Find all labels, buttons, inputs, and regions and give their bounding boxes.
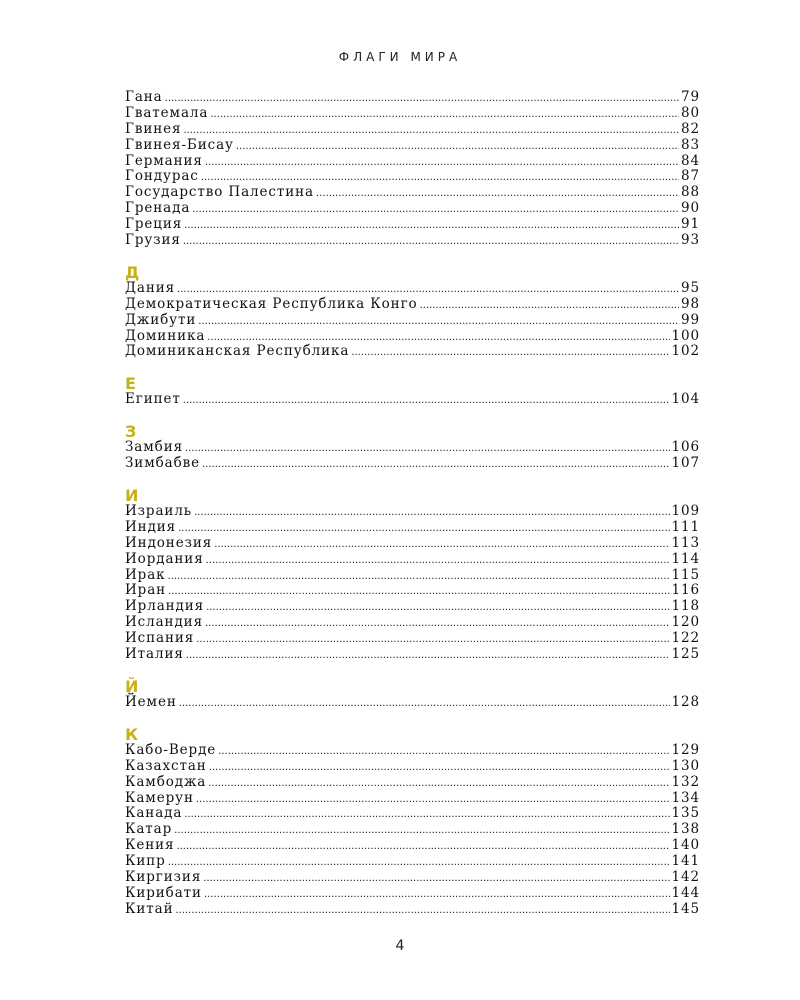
page-ref: 114 (671, 550, 700, 567)
toc-section (125, 726, 700, 918)
page-ref: 138 (671, 821, 700, 838)
page-ref: 132 (671, 773, 700, 790)
toc-entry (125, 583, 700, 599)
page-ref: 79 (681, 89, 700, 105)
page-ref: 99 (681, 311, 700, 328)
toc-entry (125, 854, 700, 870)
toc-entry (125, 759, 700, 775)
toc-entry (125, 504, 700, 520)
page-ref: 122 (671, 630, 700, 647)
country-name: Исландия (125, 614, 203, 631)
page-ref: 98 (681, 295, 700, 312)
page-ref: 83 (681, 136, 700, 153)
toc-entry (125, 695, 700, 711)
page-ref: 142 (671, 868, 700, 885)
toc-entry (125, 902, 700, 918)
country-name: Грузия (125, 232, 181, 249)
country-name: Гватемала (125, 104, 209, 121)
toc-entry (125, 568, 700, 584)
toc-entry (125, 185, 700, 201)
country-name: Китай (125, 900, 174, 917)
page-ref: 87 (681, 168, 700, 185)
page-ref: 115 (671, 566, 700, 583)
dot-leader (202, 457, 670, 473)
page-ref: 134 (671, 789, 700, 806)
dot-leader (205, 155, 679, 171)
toc-entry (125, 536, 700, 552)
toc-entry (125, 313, 700, 329)
country-name: Гренада (125, 200, 191, 217)
page-ref: 125 (671, 646, 700, 663)
dot-leader (218, 744, 669, 760)
toc-entry (125, 297, 700, 313)
toc-entry (125, 838, 700, 854)
toc-section (125, 90, 700, 249)
page-ref: 111 (671, 518, 700, 535)
page-ref: 88 (681, 184, 700, 201)
page-ref: 82 (681, 120, 700, 137)
dot-leader (183, 393, 670, 409)
toc-entry (125, 520, 700, 536)
dot-leader (203, 871, 669, 887)
dot-leader (196, 632, 669, 648)
dot-leader (175, 903, 669, 919)
dot-leader (186, 648, 670, 664)
toc-section (125, 487, 700, 663)
page-ref: 116 (671, 582, 700, 599)
page-ref: 144 (671, 884, 700, 901)
dot-leader (420, 298, 679, 314)
page-ref: 145 (671, 900, 700, 917)
section-letter: И (125, 486, 139, 506)
dot-leader (174, 823, 669, 839)
country-name: Испания (125, 630, 195, 647)
page-ref: 107 (671, 455, 700, 472)
toc-entry (125, 201, 700, 217)
toc-entry (125, 822, 700, 838)
dot-leader (205, 616, 670, 632)
toc-entry (125, 647, 700, 663)
country-name: Зимбабве (125, 455, 201, 472)
toc-entry (125, 106, 700, 122)
country-name: Кирибати (125, 884, 202, 901)
dot-leader (204, 887, 670, 903)
page-ref: 130 (671, 757, 700, 774)
country-name: Доминиканская Республика (125, 343, 350, 360)
toc-entry (125, 392, 700, 408)
page-ref: 120 (671, 614, 700, 631)
dot-leader (206, 600, 669, 616)
toc-section (125, 264, 700, 360)
dot-leader (183, 123, 679, 139)
country-name: Государство Палестина (125, 184, 314, 201)
country-name: Йемен (125, 693, 177, 710)
toc-section (125, 375, 700, 408)
country-name: Казахстан (125, 757, 207, 774)
page-ref: 100 (671, 327, 700, 344)
toc-entry (125, 806, 700, 822)
section-letter: З (125, 422, 137, 442)
dot-leader (165, 91, 679, 107)
toc-entry (125, 870, 700, 886)
dot-leader (214, 537, 669, 553)
toc-entry (125, 233, 700, 249)
country-name: Гвинея (125, 120, 182, 137)
toc-section (125, 423, 700, 472)
page-ref: 106 (671, 439, 700, 456)
dot-leader (351, 345, 669, 361)
country-name: Ирак (125, 566, 166, 583)
country-name: Кабо-Верде (125, 741, 217, 758)
dot-leader (183, 234, 679, 250)
country-name: Джибути (125, 311, 197, 328)
country-name: Ирландия (125, 598, 205, 615)
toc-entry (125, 743, 700, 759)
toc-entry (125, 552, 700, 568)
country-name: Камбоджа (125, 773, 207, 790)
section-letter: Е (125, 374, 136, 394)
toc-entry (125, 217, 700, 233)
toc-entry (125, 329, 700, 345)
country-name: Иран (125, 582, 167, 599)
page-ref: 84 (681, 152, 700, 169)
toc-entry (125, 344, 700, 360)
country-name: Кения (125, 837, 175, 854)
country-name: Демократическая Республика Конго (125, 295, 418, 312)
page-ref: 80 (681, 104, 700, 121)
country-name: Гана (125, 89, 163, 105)
dot-leader (206, 553, 670, 569)
dot-leader (168, 855, 670, 871)
country-name: Греция (125, 216, 183, 233)
dot-leader (168, 584, 669, 600)
page-ref: 140 (671, 837, 700, 854)
running-title: ФЛАГИ МИРА (338, 50, 462, 64)
toc-section (125, 678, 700, 711)
toc-entry (125, 631, 700, 647)
dot-leader (184, 807, 669, 823)
page-ref: 91 (681, 216, 700, 233)
toc-entry (125, 775, 700, 791)
country-name: Германия (125, 152, 203, 169)
dot-leader (192, 202, 679, 218)
country-name: Канада (125, 805, 183, 822)
dot-leader (168, 569, 670, 585)
toc-entry (125, 886, 700, 902)
toc-entry (125, 615, 700, 631)
toc-entry (125, 122, 700, 138)
page-ref: 129 (671, 741, 700, 758)
page-ref: 90 (681, 200, 700, 217)
table-of-contents (125, 90, 700, 933)
page-ref: 95 (681, 279, 700, 296)
country-name: Дания (125, 279, 176, 296)
page-ref: 109 (671, 503, 700, 520)
country-name: Кипр (125, 853, 166, 870)
dot-leader (185, 441, 670, 457)
page-ref: 113 (671, 534, 700, 551)
page-ref: 102 (671, 343, 700, 360)
toc-entry (125, 90, 700, 106)
page-ref: 104 (671, 391, 700, 408)
dot-leader (208, 776, 669, 792)
dot-leader (210, 107, 679, 123)
dot-leader (176, 839, 669, 855)
country-name: Египет (125, 391, 181, 408)
country-name: Иордания (125, 550, 204, 567)
page-number: 4 (395, 938, 405, 954)
dot-leader (316, 186, 679, 202)
page-ref: 93 (681, 232, 700, 249)
toc-entry (125, 440, 700, 456)
toc-entry (125, 599, 700, 615)
dot-leader (209, 760, 670, 776)
dot-leader (184, 218, 679, 234)
dot-leader (194, 505, 669, 521)
country-name: Камерун (125, 789, 194, 806)
country-name: Гвинея-Бисау (125, 136, 234, 153)
page-ref: 128 (671, 693, 700, 710)
toc-entry (125, 791, 700, 807)
dot-leader (196, 792, 670, 808)
country-name: Доминика (125, 327, 206, 344)
toc-entry (125, 169, 700, 185)
country-name: Гондурас (125, 168, 199, 185)
toc-entry (125, 456, 700, 472)
dot-leader (236, 139, 679, 155)
section-letter: Д (125, 262, 140, 282)
toc-entry (125, 154, 700, 170)
page-ref: 118 (671, 598, 700, 615)
page-ref: 141 (671, 853, 700, 870)
country-name: Италия (125, 646, 184, 663)
dot-leader (178, 521, 669, 537)
country-name: Катар (125, 821, 173, 838)
section-letter: К (125, 724, 139, 744)
toc-entry (125, 281, 700, 297)
country-name: Киргизия (125, 868, 202, 885)
section-letter: Й (125, 676, 139, 696)
country-name: Замбия (125, 439, 184, 456)
country-name: Израиль (125, 503, 193, 520)
country-name: Индия (125, 518, 177, 535)
page-ref: 135 (671, 805, 700, 822)
toc-entry (125, 138, 700, 154)
dot-leader (198, 314, 679, 330)
country-name: Индонезия (125, 534, 213, 551)
dot-leader (179, 696, 670, 712)
